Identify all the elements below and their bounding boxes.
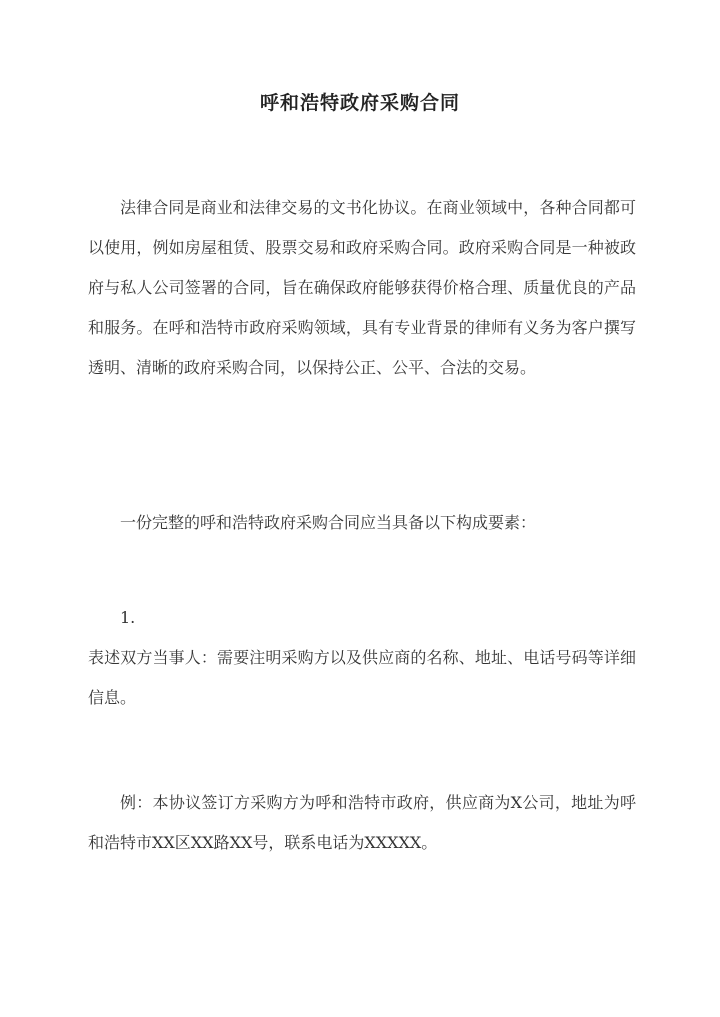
intro-paragraph: 法律合同是商业和法律交易的文书化协议。在商业领域中，各种合同都可以使用，例如房屋租赁、股票交易和政府采购合同。政府采购合同是一种被政府与私人公司签署的合同，旨在确保政府能够获得价格合理、质量优良的产品和服务。在呼和浩特市政府采购领域，具有专业背景的律师有义务为客户撰写透明、清晰的政府采购合同，以保持公正、公平、合法的交易。: [88, 198, 636, 377]
parties-paragraph: 表述双方当事人：需要注明采购方以及供应商的名称、地址、电话号码等详细信息。: [88, 648, 636, 707]
list-number: 1.: [120, 608, 136, 627]
example-paragraph: 例：本协议签订方采购方为呼和浩特市政府，供应商为X公司，地址为呼和浩特市XX区XX路XX号，联系电话为XXXXX。: [88, 793, 636, 852]
document-title: 呼和浩特政府采购合同: [259, 92, 460, 114]
elements-intro-paragraph: 一份完整的呼和浩特政府采购合同应当具备以下构成要素：: [120, 513, 537, 532]
